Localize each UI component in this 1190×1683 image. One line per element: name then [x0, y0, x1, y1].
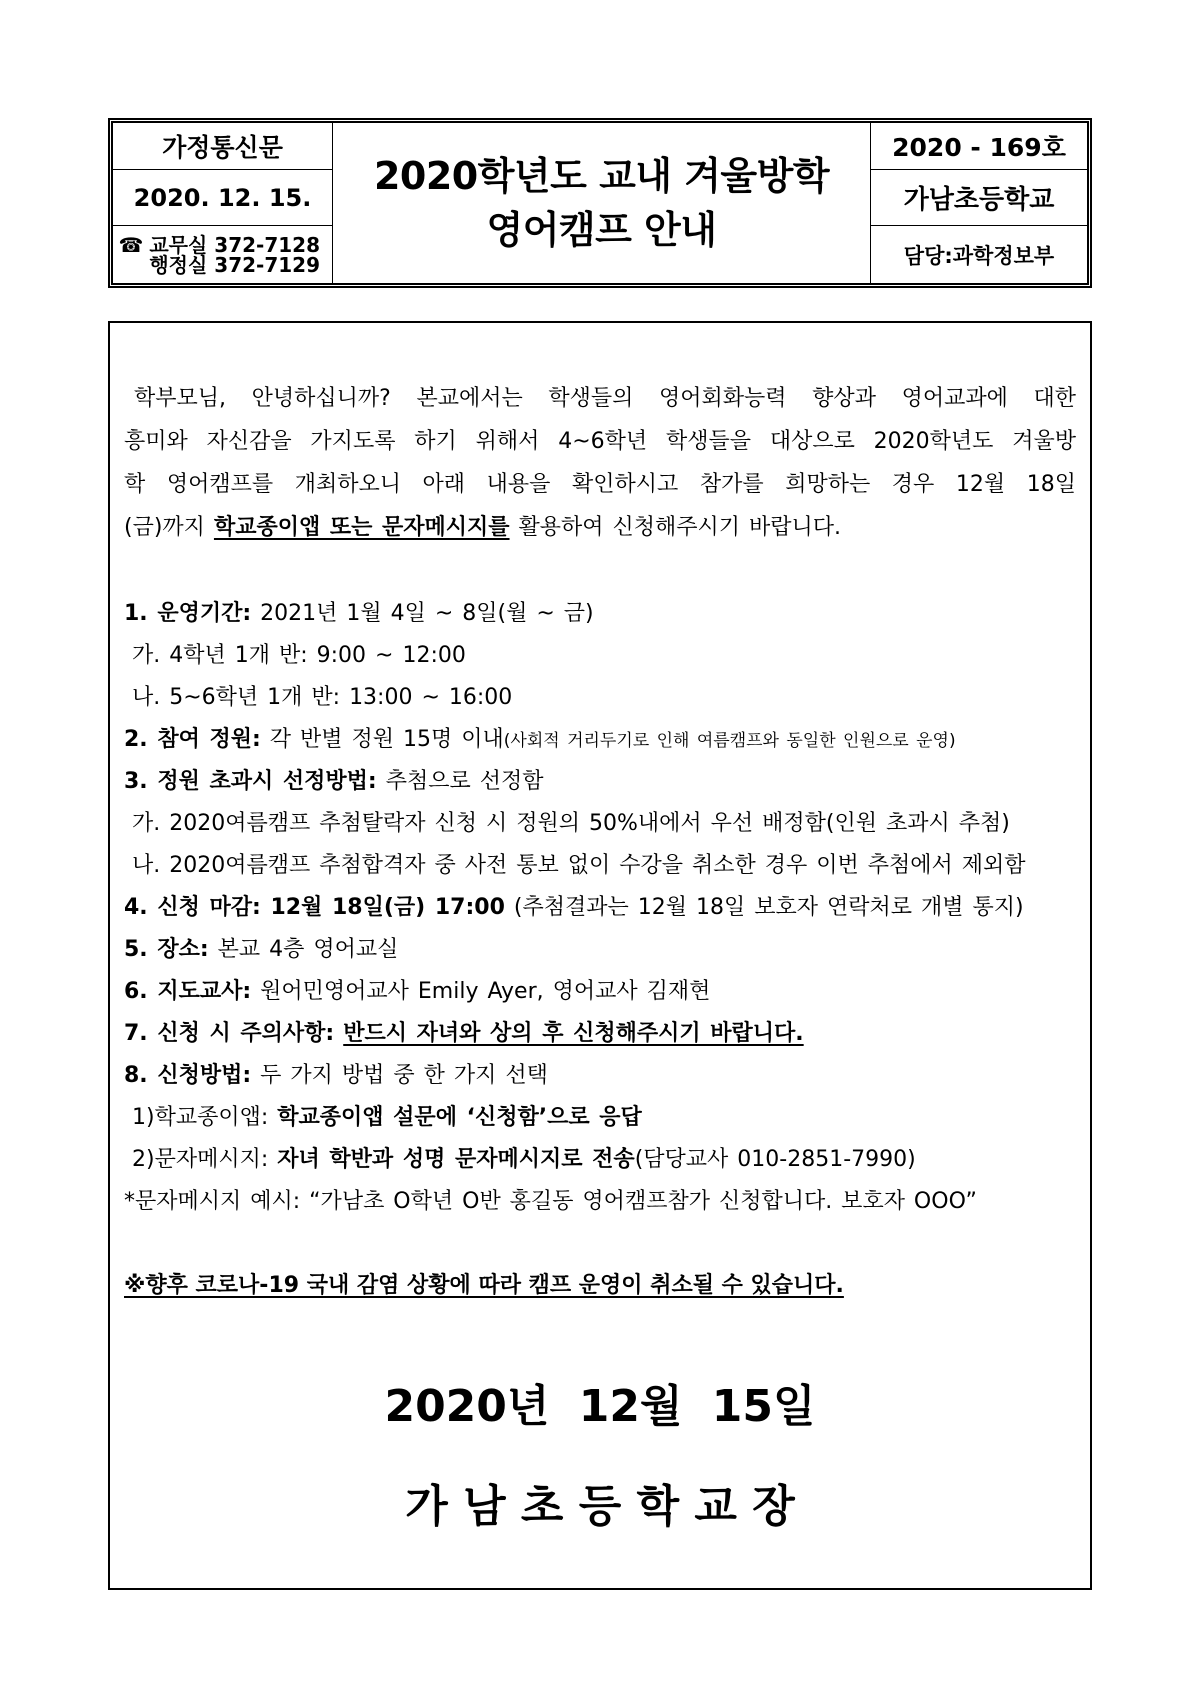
item-label: 5. 장소:: [124, 937, 209, 962]
phone-admin-line: [149, 252, 320, 277]
school-name: 가남초등학교: [903, 185, 1055, 215]
intro-text: 활용하여 신청해주시기 바랍니다.: [518, 515, 842, 540]
item-text: 두 가지 방법 중 한 가지 선택: [260, 1063, 548, 1088]
item-note: (사회적 거리두기로 인해 여름캠프와 동일한 인원으로 운영): [503, 731, 956, 751]
subitem-priority: 가. 2020여름캠프 추첨탈락자 신청 시 정원의 50%내에서 우선 배정함(인원 초과시 추첨): [132, 811, 1010, 836]
item-apply-method: [124, 1055, 1076, 1097]
signature-issuer: 가 남 초 등 학 교 장: [405, 1481, 795, 1532]
item-contact: (담당교사 010-2851-7990): [634, 1147, 916, 1172]
intro-paragraph: [124, 377, 1076, 549]
intro-text: (금)까지: [124, 515, 205, 540]
newsletter-header: [108, 118, 1092, 288]
intro-line-2: 흥미와 자신감을 가지도록 하기 위해서 4~6학년 학생들을 대상으로 2020학년도 겨울방: [124, 429, 1076, 454]
phone-office-line: [118, 232, 320, 257]
school-cell: [871, 170, 1087, 226]
issue-number: 2020 - 169호: [892, 133, 1066, 162]
issue-date: 2020. 12. 15.: [133, 183, 312, 212]
item-sms-example: *문자메시지 예시: “가남초 O학년 O반 홍길동 영어캠프참가 신청합니다. 보호자 OOO”: [124, 1189, 977, 1214]
telephone-icon: [118, 233, 149, 257]
item-deadline: [124, 887, 1076, 929]
item-emphasis: 자녀 학반과 성명 문자메시지로 전송: [277, 1147, 635, 1172]
issue-number-cell: [871, 123, 1087, 170]
subitem-app-method: [124, 1097, 1076, 1139]
item-label: 7. 신청 시 주의사항:: [124, 1021, 335, 1046]
item-text: 1)학교종이앱:: [132, 1105, 269, 1130]
item-label: 1. 운영기간:: [124, 601, 252, 626]
intro-line-3: 학 영어캠프를 개최하오니 아래 내용을 확인하시고 참가를 희망하는 경우 12월 18일: [124, 472, 1076, 497]
item-label: 2. 참여 정원:: [124, 727, 261, 752]
item-text: 각 반별 정원 15명 이내: [269, 727, 504, 752]
item-label: 8. 신청방법:: [124, 1063, 252, 1088]
item-capacity: [124, 719, 1076, 761]
title-line-1: 2020학년도 교내 겨울방학: [373, 154, 830, 198]
signature-date: 2020년 12월 15일: [384, 1381, 816, 1432]
subitem-exclusion: 나. 2020여름캠프 추첨합격자 중 사전 통보 없이 수강을 취소한 경우 이번 추첨에서 제외함: [132, 853, 1026, 878]
intro-line-1: 학부모님, 안녕하십니까? 본교에서는 학생들의 영어회화능력 향상과 영어교과에 대한: [134, 386, 1076, 411]
department: 담당:과학정보부: [903, 243, 1055, 268]
title-line-2: 영어캠프 안내: [486, 208, 717, 252]
item-label: 3. 정원 초과시 선정방법:: [124, 769, 377, 794]
item-text: 2021년 1월 4일 ~ 8일(월 ~ 금): [260, 601, 594, 626]
phone-admin: 행정실 372-7129: [149, 252, 320, 277]
intro-line-4: [124, 506, 1076, 549]
item-emphasis: 학교종이앱 설문에 ‘신청함’으로 응답: [277, 1105, 642, 1130]
item-text: 원어민영어교사 Emily Ayer, 영어교사 김재현: [260, 979, 711, 1004]
title-cell: [333, 123, 871, 283]
intro-emphasis: 학교종이앱 또는 문자메시지를: [213, 515, 510, 540]
item-caution: [124, 1013, 1076, 1055]
item-text: 2)문자메시지:: [132, 1147, 269, 1172]
item-emphasis: 반드시 자녀와 상의 후 신청해주시기 바랍니다.: [343, 1021, 804, 1046]
phone-office: 교무실 372-7128: [149, 232, 320, 257]
subitem-grade5-6: 나. 5~6학년 1개 반: 13:00 ~ 16:00: [132, 685, 513, 710]
item-label: 4. 신청 마감: 12월 18일(금) 17:00: [124, 895, 505, 920]
phone-numbers: [118, 232, 320, 277]
subitem-grade4: 가. 4학년 1개 반: 9:00 ~ 12:00: [132, 643, 466, 668]
item-teachers: [124, 971, 1076, 1013]
item-text: 본교 4층 영어교실: [217, 937, 399, 962]
covid-warning: ※향후 코로나-19 국내 감염 상황에 따라 캠프 운영이 취소될 수 있습니다.: [124, 1273, 844, 1298]
item-location: [124, 929, 1076, 971]
item-label: 6. 지도교사:: [124, 979, 252, 1004]
item-text: 추첨으로 선정함: [385, 769, 544, 794]
doc-type: 가정통신문: [162, 133, 283, 162]
phone-cell: [113, 226, 333, 283]
notice-items: [124, 593, 1076, 1223]
item-selection-method: [124, 761, 1076, 803]
notice-body: [108, 321, 1092, 1590]
item-schedule: [124, 593, 1076, 635]
subitem-sms-method: [124, 1139, 1076, 1181]
department-cell: [871, 226, 1087, 283]
doc-type-cell: [113, 123, 333, 170]
date-cell: [113, 170, 333, 226]
item-text: (추첨결과는 12월 18일 보호자 연락처로 개별 통지): [513, 895, 1024, 920]
